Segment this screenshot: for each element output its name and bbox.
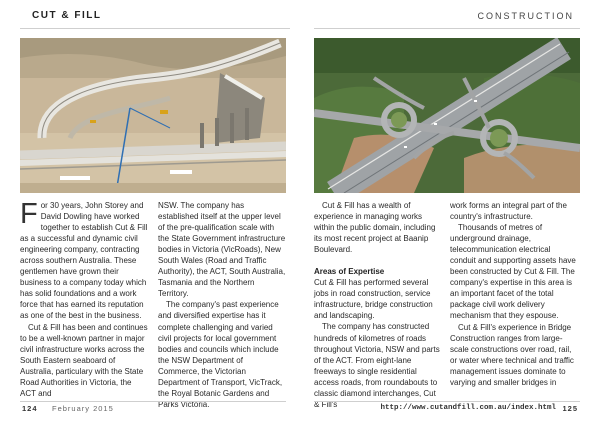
website-link[interactable]: http://www.cutandfill.com.au/index.html (380, 404, 556, 412)
paragraph: Cut & Fill's experience in Bridge Construction ranges from large-scale constructions over road, rail, or water where technical and traffic management issues dominate to varying and smaller bridges in (450, 322, 574, 387)
paragraph: The company's past experience and diversified expertise has it complete challenging and varied civil projects for local government bodies and councils which include the NSW Department of Commerce, the Victorian Department of Transport, VicTrack, the Royal Botanic Gardens and Parks Victoria. (158, 300, 283, 409)
paragraph: work forms an integral part of the country's infrastructure. (450, 201, 567, 222)
article-column-3 (314, 200, 442, 410)
drop-cap: F (20, 198, 38, 230)
freeway-interchange-photo (314, 38, 580, 193)
section-heading: Areas of Expertise (314, 267, 385, 277)
article-column-1 (20, 200, 148, 399)
page-number-right: 125 (562, 404, 578, 413)
paragraph: Thousands of metres of underground drainage, telecommunication electrical conduit and supporting assets have been constructed by Cut & Fill. The company's expertise in this area is an important facet of the total package civil work delivery mechanism that they espouse. (450, 223, 576, 321)
article-column-4 (450, 200, 578, 388)
paragraph: NSW. The company has established itself at the upper level of the pre-qualification scale with the State Government infrastructure bodies in Victoria (VicRoads), New South Wales (Road and Traffic Authority), the ACT, South Australia, Tasmania and the Northern Territory. (158, 201, 286, 299)
paragraph: Cut & Fill has performed several jobs in road construction, service infrastructure, bridge construction and landscaping. (314, 278, 433, 321)
paragraph: Cut & Fill has been and continues to be a well-known partner in major civil infrastructure works across the South Eastern seaboard of Australia, particulary with the State Road Authorities in Victoria, the ACT and (20, 322, 148, 398)
issue-date: February 2015 (52, 404, 114, 413)
magazine-category: CONSTRUCTION (477, 11, 574, 21)
intro-paragraph: or 30 years, John Storey and David Dowling have worked together to establish Cut & Fill as a successful and dynamic civil engineering company, contracting across southern Australia. These gentlemen have grown their business to a company today which has solid foundations and a work force that has earned its reputation as one of the best in the business. (20, 201, 148, 321)
article-column-2 (158, 200, 286, 410)
page-number-left: 124 (22, 404, 38, 413)
construction-site-photo (20, 38, 286, 193)
paragraph: Cut & Fill has a wealth of experience in managing works within the public domain, including its most recent project at Baanip Boulevard. (314, 201, 436, 255)
magazine-section-title: CUT & FILL (32, 10, 102, 21)
paragraph: The company has constructed hundreds of kilometres of roads throughout Victoria, NSW and parts of the ACT. From eight-lane freeways to single residential access roads, from roundabouts to classic diamond interchanges, Cut & Fill's (314, 322, 440, 409)
